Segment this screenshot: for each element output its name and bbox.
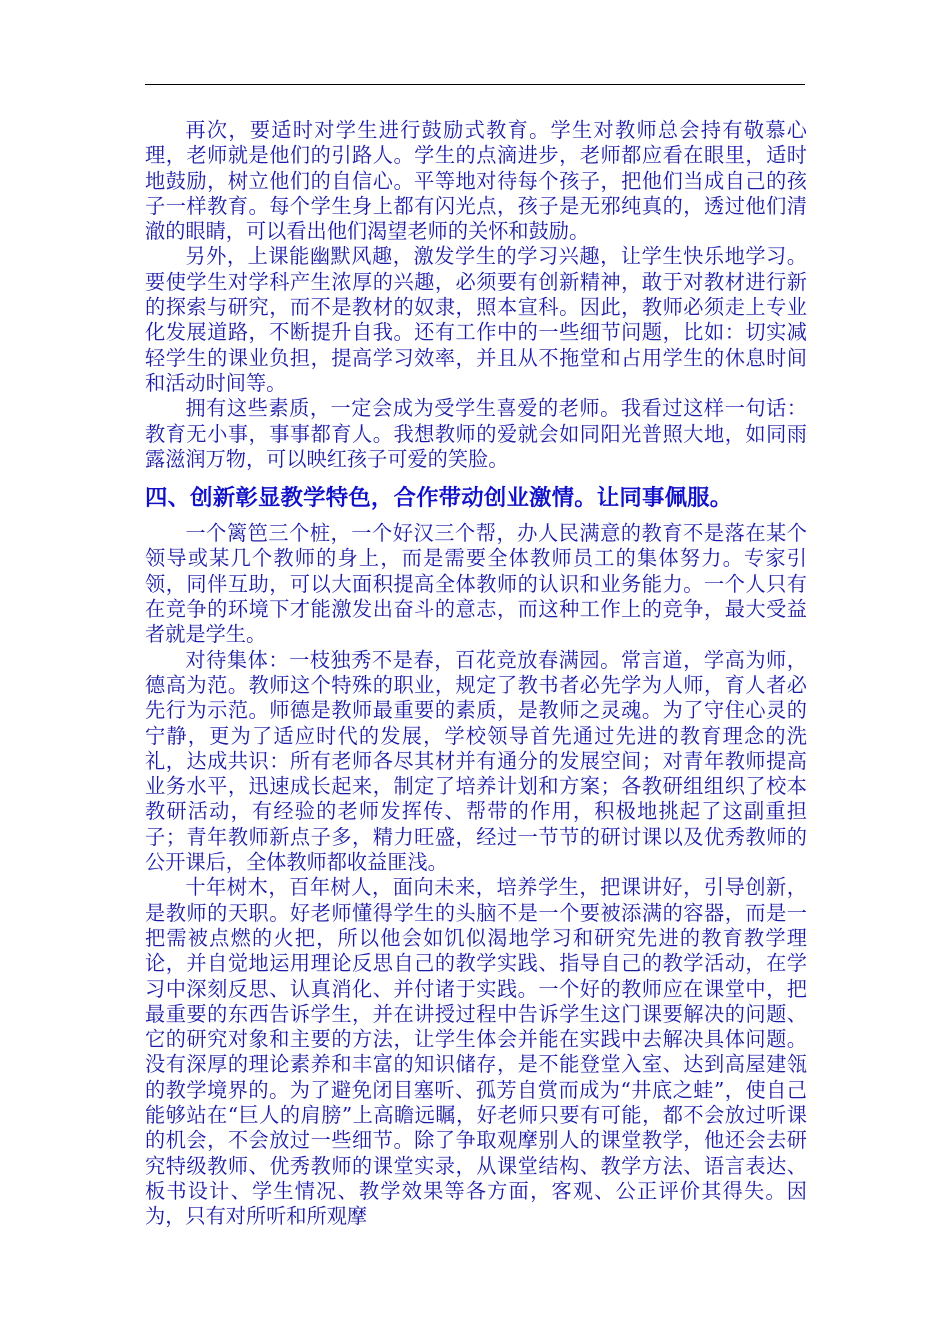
paragraph-qualities: 拥有这些素质，一定会成为受学生喜爱的老师。我看过这样一句话：教育无小事，事事都育人。我想教师的爱就会如同阳光普照大地，如同雨露滋润万物，可以映红孩子可爱的笑脸。 — [145, 396, 807, 471]
paragraph-encouragement: 再次，要适时对学生进行鼓励式教育。学生对教师总会持有敬慕心理，老师就是他们的引路人。学生的点滴进步，老师都应看在眼里，适时地鼓励，树立他们的自信心。平等地对待每个孩子，把他们当成自己的孩子一样教育。每个学生身上都有闪光点，孩子是无邪纯真的，透过他们清澈的眼睛，可以看出他们渴望老师的关怀和鼓励。 — [145, 118, 807, 244]
paragraph-humor: 另外，上课能幽默风趣，激发学生的学习兴趣，让学生快乐地学习。要使学生对学科产生浓厚的兴趣，必须要有创新精神，敢于对教材进行新的探索与研究，而不是教材的奴隶，照本宣科。因此，教师必须走上专业化发展道路，不断提升自我。还有工作中的一些细节问题，比如：切实减轻学生的课业负担，提高学习效率，并且从不拖堂和占用学生的休息时间和活动时间等。 — [145, 244, 807, 395]
paragraph-collective: 对待集体：一枝独秀不是春，百花竞放春满园。常言道，学高为师，德高为范。教师这个特殊的职业，规定了教书者必先学为人师，育人者必先行为示范。师德是教师最重要的素质，是教师之灵魂。为了守住心灵的宁静，更为了适应时代的发展，学校领导首先通过先进的教育理念的洗礼，达成共识：所有老师各尽其材并有通分的发展空间；对青年教师提高业务水平，迅速成长起来，制定了培养计划和方案；各教研组组织了校本教研活动，有经验的老师发挥传、帮带的作用，积极地挑起了这副重担子；青年教师新点子多，精力旺盛，经过一节节的研讨课以及优秀教师的公开课后，全体教师都收益匪浅。 — [145, 647, 807, 875]
section-heading: 四、创新彰显教学特色，合作带动创业激情。让同事佩服。 — [145, 485, 733, 512]
paragraph-teamwork: 一个篱笆三个桩，一个好汉三个帮，办人民满意的教育不是落在某个领导或某几个教师的身上，而是需要全体教师员工的集体努力。专家引领，同伴互助，可以大面积提高全体教师的认识和业务能力。一个人只有在竞争的环境下才能激发出奋斗的意志，而这种工作上的竞争，最大受益者就是学生。 — [145, 521, 807, 647]
document-body — [145, 118, 807, 1229]
header-rule — [145, 84, 805, 85]
paragraph-teaching-duty: 十年树木，百年树人，面向未来，培养学生，把课讲好，引导创新，是教师的天职。好老师懂得学生的头脑不是一个要被添满的容器，而是一把需被点燃的火把，所以他会如饥似渴地学习和研究先进的教育教学理论，并自觉地运用理论反思自己的教学实践、指导自己的教学活动，在学习中深刻反思、认真消化、并付诸于实践。一个好的教师应在课堂中，把最重要的东西告诉学生，并在讲授过程中告诉学生这门课要解决的问题、它的研究对象和主要的方法，让学生体会并能在实践中去解决具体问题。没有深厚的理论素养和丰富的知识储存，是不能登堂入室、达到高屋建瓴的教学境界的。为了避免闭目塞听、孤芳自赏而成为“井底之蛙”，使自己能够站在“巨人的肩膀”上高瞻远瞩，好老师只要有可能，都不会放过听课的机会，不会放过一些细节。除了争取观摩别人的课堂教学，他还会去研究特级教师、优秀教师的课堂实录，从课堂结构、教学方法、语言表达、板书设计、学生情况、教学效果等各方面，客观、公正评价其得失。因为，只有对所听和所观摩 — [145, 875, 807, 1229]
